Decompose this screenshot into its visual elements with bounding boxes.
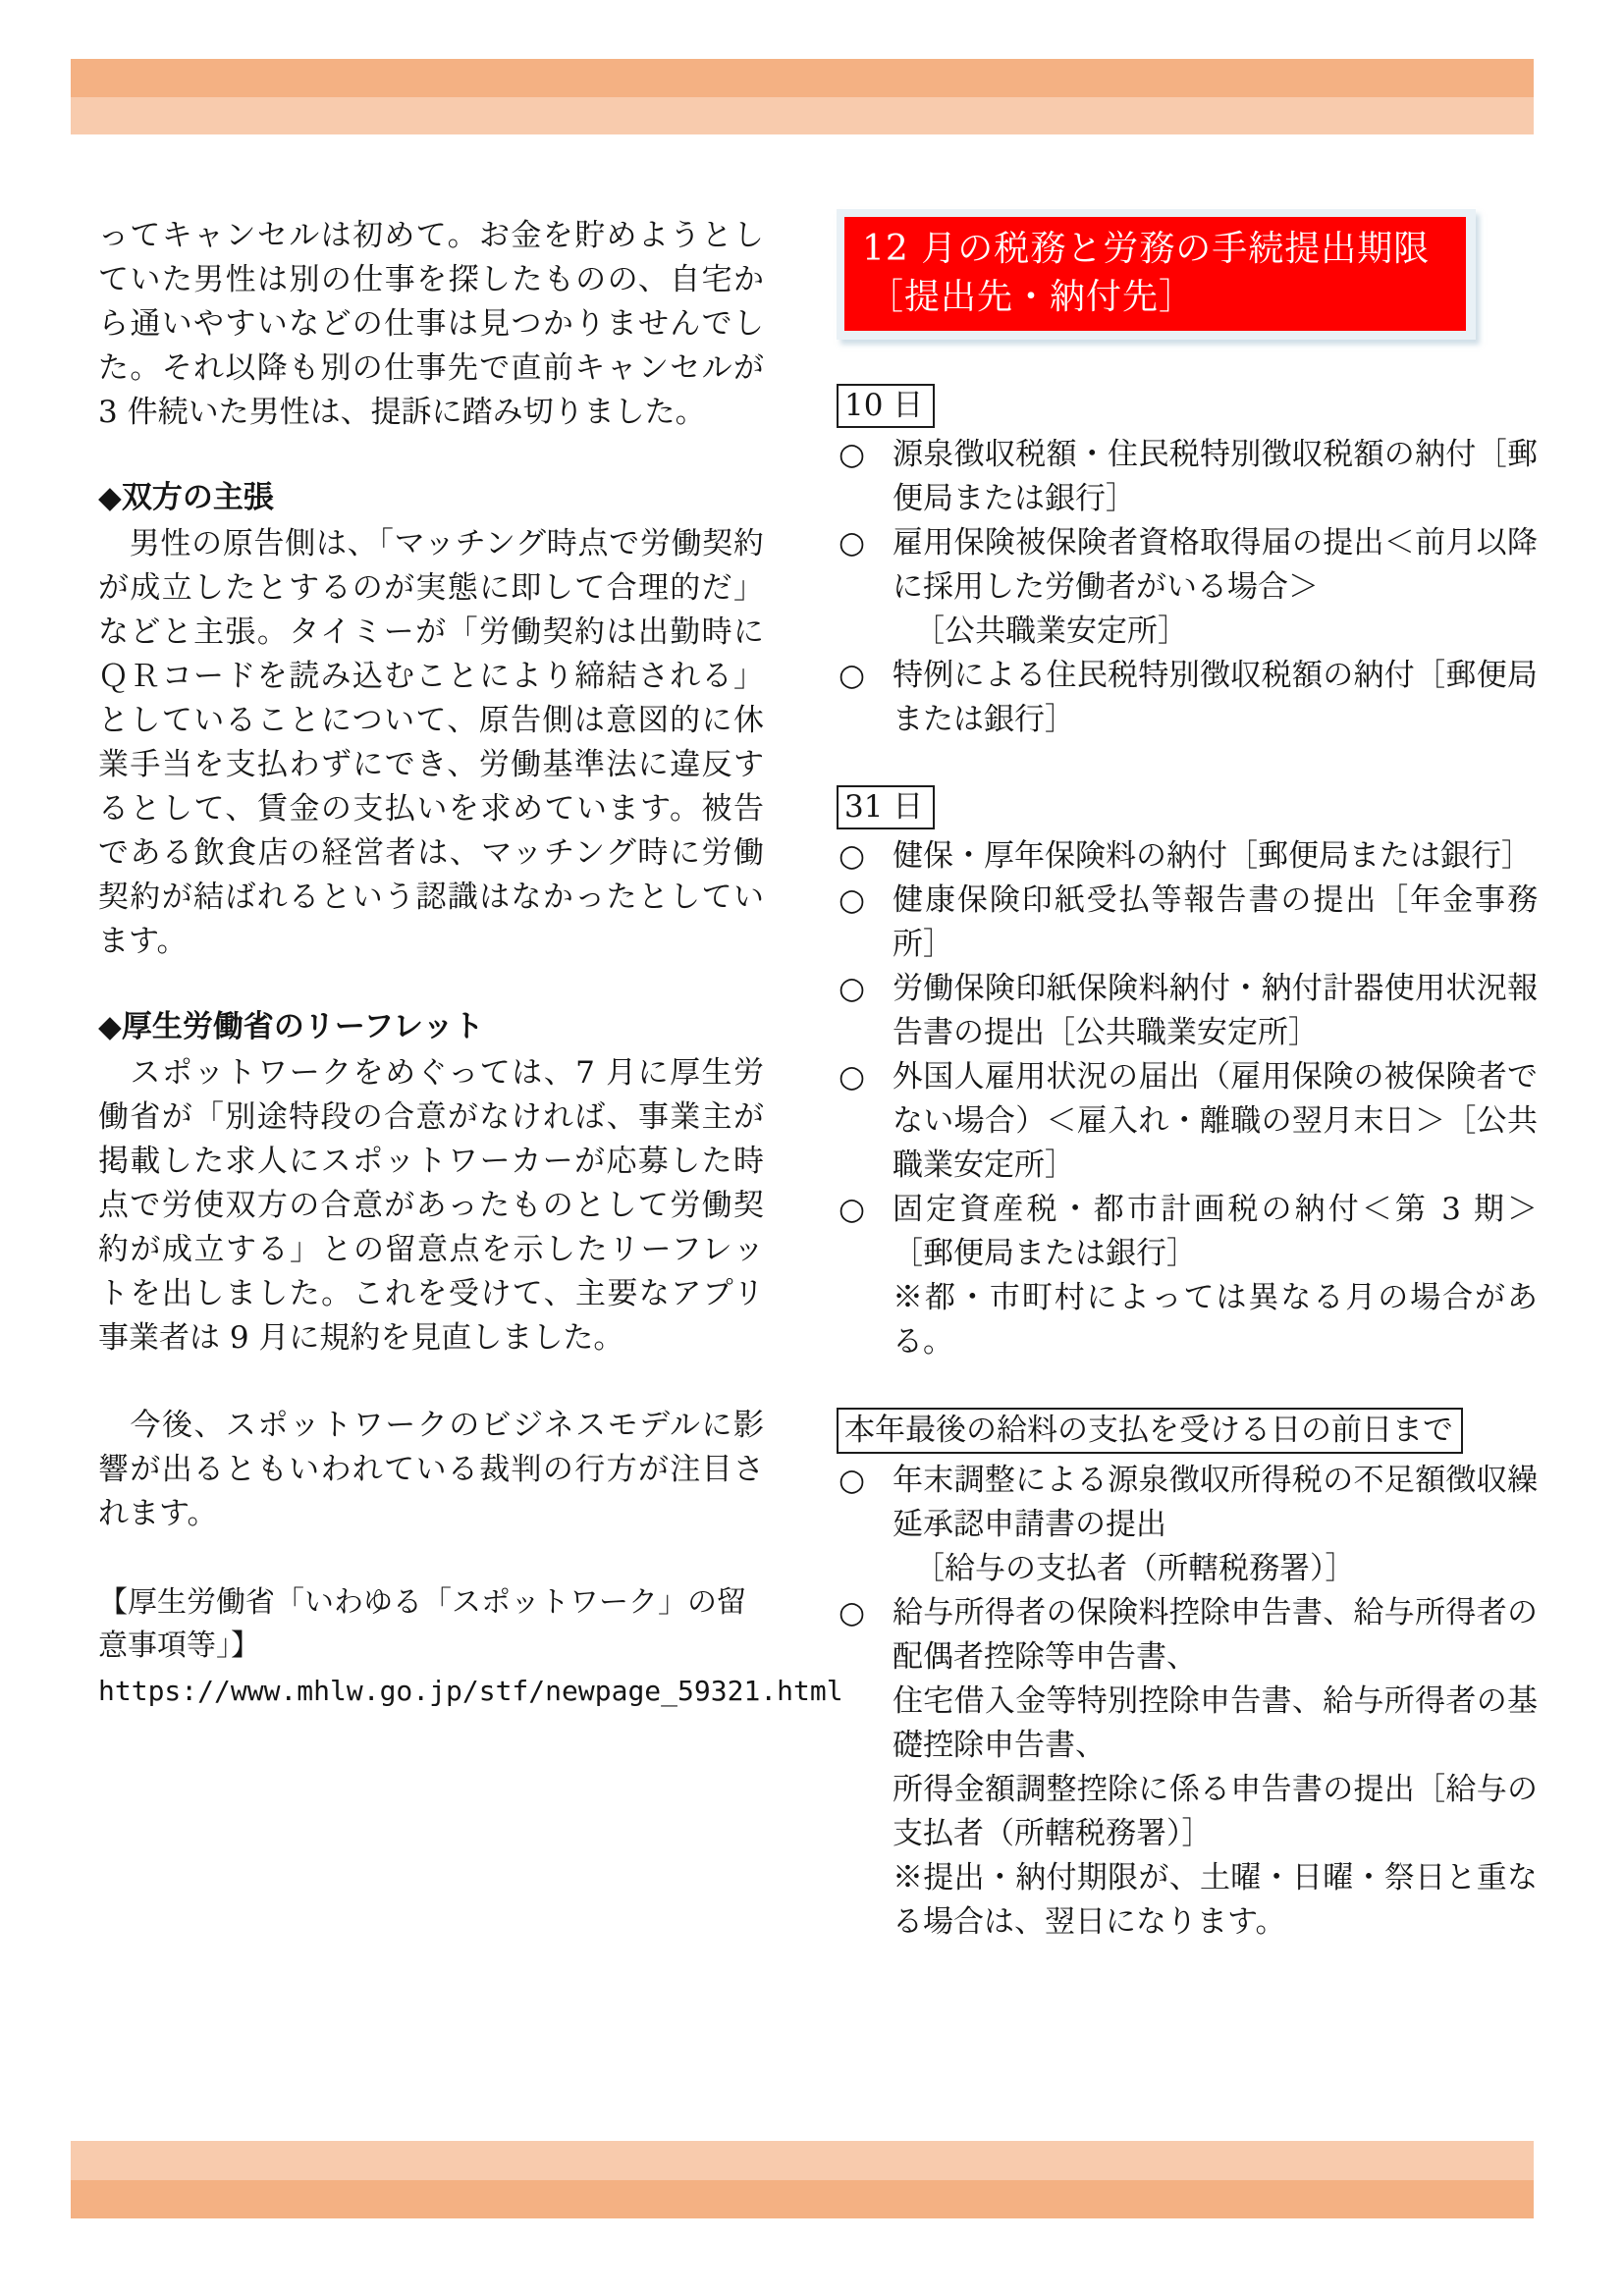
section-heading-claims: ◆双方の主張 bbox=[98, 480, 274, 515]
reference-label: 【厚生労働省「いわゆる「スポットワーク」の留意事項等」】 bbox=[98, 1585, 746, 1663]
section-heading-leaflet: ◆厚生労働省のリーフレット bbox=[98, 1009, 484, 1044]
deadline-banner bbox=[844, 217, 1466, 331]
footer-band-light bbox=[71, 2141, 1534, 2180]
circle-bullet-icon: ○ bbox=[839, 1192, 866, 1227]
list-item bbox=[837, 834, 1538, 879]
circle-bullet-icon: ○ bbox=[839, 1059, 866, 1095]
list-item bbox=[837, 879, 1538, 967]
item-text: 源泉徴収税額・住民税特別徴収税額の納付［郵便局または銀行］ bbox=[893, 437, 1538, 516]
day10-item-list bbox=[837, 433, 1538, 742]
item-text: 特例による住民税特別徴収税額の納付［郵便局または銀行］ bbox=[893, 658, 1538, 737]
item-text-line: 所得金額調整控除に係る申告書の提出［給与の支払者（所轄税務署）］ bbox=[893, 1772, 1538, 1851]
claims-paragraph: 男性の原告側は、「マッチング時点で労働契約が成立したとするのが実態に即して合理的だ」などと主張。タイミーが「労働契約は出勤時にＱＲコードを読み込むことにより締結される」としていることについて、原告側は意図的に休業手当を支払わずにでき、労働基準法に違反するとして、賃金の支払いを求めています。被告である飲食店の経営者は、マッチング時に労働契約が結ばれるという認識はなかったとしています。 bbox=[98, 526, 764, 959]
banner-shadow-frame bbox=[837, 209, 1476, 340]
item-text: 労働保険印紙保険料納付・納付計器使用状況報告書の提出［公共職業安定所］ bbox=[893, 971, 1538, 1050]
banner-title-line1: 12 月の税務と労務の手続提出期限 bbox=[862, 229, 1431, 269]
outlook-paragraph: 今後、スポットワークのビジネスモデルに影響が出るともいわれている裁判の行方が注目されます。 bbox=[98, 1408, 764, 1531]
group-day31 bbox=[837, 785, 1538, 1364]
header-band-dark bbox=[71, 59, 1534, 97]
list-item bbox=[837, 521, 1538, 654]
item-text: 固定資産税・都市計画税の納付＜第 3 期＞［郵便局または銀行］ bbox=[893, 1192, 1538, 1271]
list-item bbox=[837, 1591, 1538, 1945]
day10-heading-box: 10 日 bbox=[837, 384, 935, 428]
item-text-line: 給与所得者の保険料控除申告書、給与所得者の配偶者控除等申告書、 bbox=[893, 1595, 1538, 1675]
group-yearend bbox=[837, 1408, 1538, 1945]
circle-bullet-icon: ○ bbox=[839, 882, 866, 918]
circle-bullet-icon: ○ bbox=[839, 525, 866, 561]
circle-bullet-icon: ○ bbox=[839, 1595, 866, 1630]
list-item bbox=[837, 1055, 1538, 1188]
list-item bbox=[837, 1188, 1538, 1364]
yearend-item-list bbox=[837, 1459, 1538, 1945]
item-text: 年末調整による源泉徴収所得税の不足額徴収繰延承認申請書の提出 bbox=[893, 1463, 1538, 1542]
circle-bullet-icon: ○ bbox=[839, 971, 866, 1006]
footer-band-dark bbox=[71, 2180, 1534, 2218]
right-column bbox=[837, 209, 1538, 1945]
reference-block bbox=[98, 1581, 843, 1713]
item-text: 雇用保険被保険者資格取得届の提出＜前月以降に採用した労働者がいる場合＞ bbox=[893, 525, 1538, 605]
list-item bbox=[837, 433, 1538, 521]
list-item bbox=[837, 967, 1538, 1055]
header-band-light bbox=[71, 97, 1534, 134]
item-text: 健保・厚年保険料の納付［郵便局または銀行］ bbox=[893, 838, 1532, 874]
reference-url-link[interactable]: https://www.mhlw.go.jp/stf/newpage_59321.html bbox=[98, 1675, 843, 1707]
list-item bbox=[837, 654, 1538, 742]
item-destination: ［公共職業安定所］ bbox=[914, 614, 1188, 649]
item-note: ※提出・納付期限が、土曜・日曜・祭日と重なる場合は、翌日になります。 bbox=[893, 1860, 1538, 1940]
yearend-heading-box: 本年最後の給料の支払を受ける日の前日まで bbox=[837, 1408, 1463, 1454]
item-destination: ［給与の支払者（所轄税務署）］ bbox=[914, 1551, 1356, 1586]
item-note: ※都・市町村によっては異なる月の場合がある。 bbox=[893, 1280, 1538, 1360]
banner-title-line2: ［提出先・納付先］ bbox=[868, 277, 1196, 317]
circle-bullet-icon: ○ bbox=[839, 658, 866, 693]
intro-paragraph: ってキャンセルは初めて。お金を貯めようとしていた男性は別の仕事を探したものの、自宅から通いやすいなどの仕事は見つかりませんでした。それ以降も別の仕事先で直前キャンセルが 3 件続いた男性は、提訴に踏み切りました。 bbox=[98, 218, 764, 430]
circle-bullet-icon: ○ bbox=[839, 1463, 866, 1498]
circle-bullet-icon: ○ bbox=[839, 838, 866, 874]
day31-heading-box: 31 日 bbox=[837, 785, 935, 829]
group-day10 bbox=[837, 384, 1538, 742]
left-column bbox=[98, 214, 843, 1713]
leaflet-paragraph: スポットワークをめぐっては、7 月に厚生労働省が「別途特段の合意がなければ、事業主が掲載した求人にスポットワーカーが応募した時点で労使双方の合意があったものとして労働契約が成立する」との留意点を示したリーフレットを出しました。これを受けて、主要なアプリ事業者は 9 月に規約を見直しました。 bbox=[98, 1055, 764, 1356]
item-text-line: 住宅借入金等特別控除申告書、給与所得者の基礎控除申告書、 bbox=[893, 1683, 1538, 1763]
day31-item-list bbox=[837, 834, 1538, 1364]
circle-bullet-icon: ○ bbox=[839, 437, 866, 472]
item-text: 健康保険印紙受払等報告書の提出［年金事務所］ bbox=[893, 882, 1538, 962]
list-item bbox=[837, 1459, 1538, 1591]
item-text: 外国人雇用状況の届出（雇用保険の被保険者でない場合）＜雇入れ・離職の翌月末日＞［公共職業安定所］ bbox=[893, 1059, 1538, 1183]
